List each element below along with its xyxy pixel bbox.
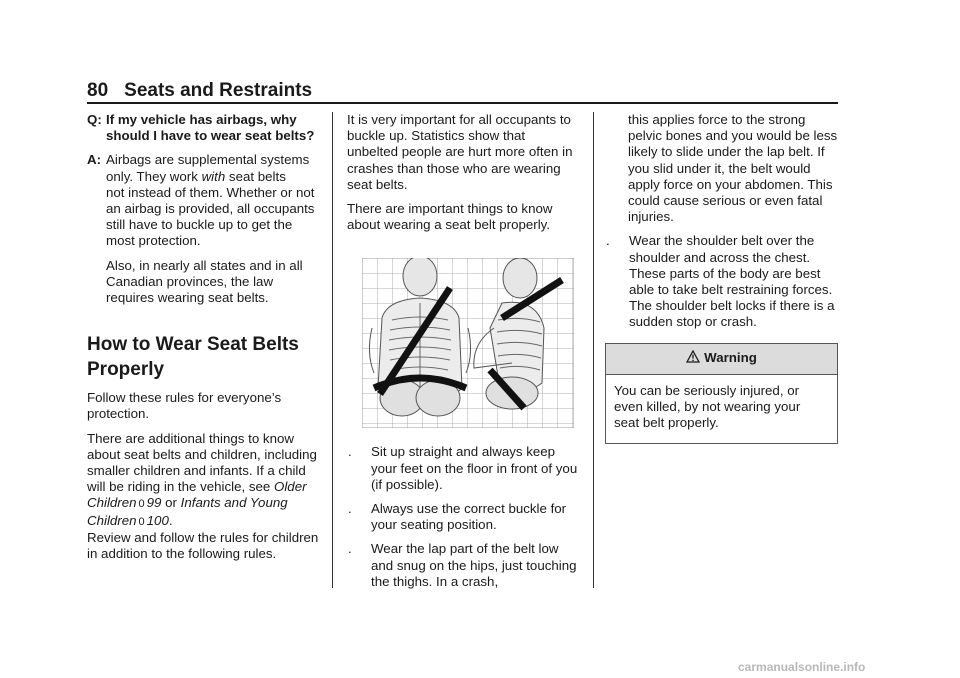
question-label: Q: <box>87 112 102 127</box>
para-text: There are additional things to know about seat belts and children, including smaller children and infants. If a child will be riding in the vehicle, see <box>87 430 317 495</box>
answer-block <box>87 152 319 314</box>
answer-text-part: Airbags are supplemental systems only. They work <box>106 152 310 184</box>
list-item <box>347 501 579 533</box>
page-number: 80 <box>87 80 109 101</box>
answer-text-part: seat belts not instead of them. Whether or not an airbag is provided, all occupants still have to buckle up to get the most protection. <box>106 168 319 249</box>
bullet-text: Wear the lap part of the belt low and snug on the hips, just touching the thighs. In a crash, <box>371 541 577 589</box>
col3-continuation: this applies force to the strong pelvic bones and you would be less likely to slide under the lap belt. If you slid under it, the belt would apply force on your abdomen. This could cause serious or even fatal injuries. <box>628 112 838 225</box>
para-text: or <box>161 495 181 511</box>
col2-para-2: There are important things to know about wearing a seat belt properly. <box>347 201 553 233</box>
question-block <box>87 112 319 144</box>
section-title: How to Wear Seat Belts Properly <box>87 334 299 381</box>
list-item <box>347 444 579 493</box>
bullet-icon: . <box>348 501 352 517</box>
warning-box <box>605 343 838 445</box>
section-para-1: Follow these rules for everyone’s protection. <box>87 390 282 422</box>
para-text: . <box>168 512 173 528</box>
column-divider-1 <box>332 112 333 588</box>
page-header <box>87 80 328 102</box>
link-infants-young-children[interactable]: Infants and Young Children <box>87 495 288 528</box>
answer-extra: Also, in nearly all states and in all Canadian provinces, the law requires wearing seat belts. <box>106 257 303 306</box>
bullet-icon: . <box>348 444 352 460</box>
bullet-text: Always use the correct buckle for your seating position. <box>371 501 567 533</box>
column-divider-2 <box>593 112 594 588</box>
section-para-2 <box>87 431 319 563</box>
link-older-children[interactable]: Older Children <box>87 479 307 511</box>
answer-emphasis: with <box>201 168 226 184</box>
column-1 <box>87 112 319 570</box>
list-item <box>605 233 838 330</box>
bullet-text: Wear the shoulder belt over the shoulder and across the chest. These parts of the body are best able to take belt restraining forces. The shoulder belt locks if there is a sudden stop or crash. <box>629 233 835 330</box>
page-ref-icon: 0 <box>138 498 145 511</box>
answer-label: A: <box>87 152 102 168</box>
bullet-icon: . <box>348 541 352 557</box>
warning-title: Warning <box>704 349 757 365</box>
warning-text: You can be seriously injured, or even killed, by not wearing your seat belt properly. <box>614 382 801 431</box>
link-page-99[interactable]: 99 <box>146 495 162 511</box>
seat-belt-skeleton-figure <box>362 258 574 428</box>
watermark: carmanualsonline.info <box>738 660 866 674</box>
header-rule <box>87 102 838 104</box>
para-text: Review and follow the rules for children in addition to the following rules. <box>87 529 319 562</box>
section-heading: Seats and Restraints <box>124 80 313 101</box>
page-ref-icon: 0 <box>138 515 145 528</box>
bullet-icon: . <box>606 233 610 249</box>
bullet-text: Sit up straight and always keep your feet on the floor in front of you (if possible). <box>371 444 578 492</box>
answer-text <box>106 152 319 249</box>
link-page-100[interactable]: 100 <box>146 512 169 528</box>
warning-header <box>606 344 837 375</box>
question-text: If my vehicle has airbags, why should I have to wear seat belts? <box>106 112 315 144</box>
col2-para-1: It is very important for all occupants to buckle up. Statistics show that unbelted people are hurt more often in crashes than those who are wearing seat belts. <box>347 112 573 192</box>
column-3 <box>605 112 838 444</box>
list-item <box>347 541 579 590</box>
column-2 <box>347 112 579 598</box>
warning-triangle-icon <box>686 350 700 363</box>
